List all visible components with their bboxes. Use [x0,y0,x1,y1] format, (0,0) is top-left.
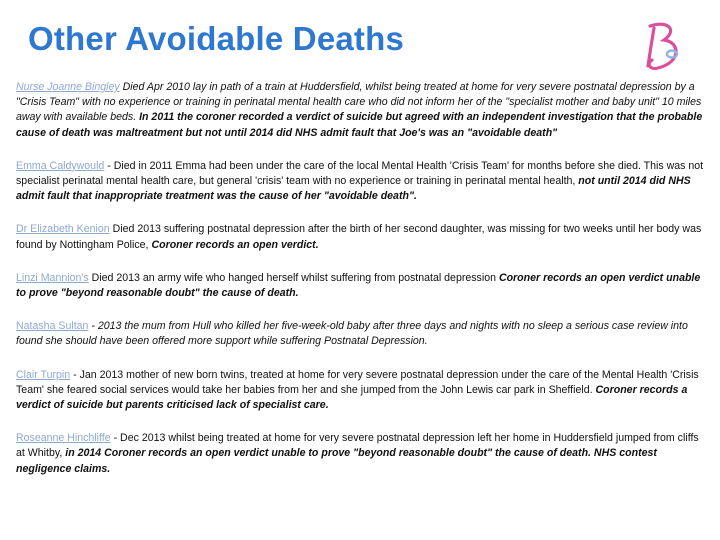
entry-linzi-mannion [16,271,708,301]
entry-emma-caldywould [16,159,708,205]
entry-clair-turpin [16,368,708,414]
entries-list [16,80,708,495]
entry-name-link[interactable]: Clair Turpin [16,368,71,381]
entry-name-link[interactable]: Dr Elizabeth Kenion [16,223,110,236]
b-monogram-logo-icon [628,16,692,80]
entry-name-link[interactable]: Natasha Sultan [16,320,89,333]
entry-verdict: Coroner records a verdict of suicide but parents criticised lack of specialist care. [16,383,688,412]
entry-name-link[interactable]: Roseanne Hinchliffe [16,432,111,445]
entry-name-link[interactable]: Emma Caldywould [16,159,105,172]
entry-elizabeth-kenion [16,222,708,252]
entry-verdict: not until 2014 did NHS admit fault that inappropriate treatment was the cause of her "avoidable death". [16,175,691,203]
entry-name-link[interactable]: Linzi Mannion's [16,271,89,284]
entry-body: - Died in 2011 Emma had been under the care of the local Mental Health 'Crisis Team' for months before she died. This was not specialist perinatal mental health care, but general 'crisis' team with no experience or training in perinatal mental health, [16,159,704,188]
entry-roseanne-hinchliffe [16,431,708,477]
entry-joanne-bingley [16,80,708,141]
entry-name-link[interactable]: Nurse Joanne Bingley [16,81,120,93]
entry-body: - 2013 the mum from Hull who killed her five-week-old baby after three days and nights with no sleep a serious case review into found she should have been offered more support while suffering Postnatal Depression. [16,320,688,348]
entry-body: - Dec 2013 whilst being treated at home for very severe postnatal depression left her home in Huddersfield jumped from cliffs at Whitby, [16,432,699,460]
page-title: Other Avoidable Deaths [28,20,405,57]
entry-body: Died 2013 suffering postnatal depression after the birth of her second daughter, was missing for two weeks until her body was found by Nottingham Police, [16,223,702,251]
entry-body: - Jan 2013 mother of new born twins, treated at home for very severe postnatal depression under the care of the Mental Health 'Crisis Team' she feared social services would take her babies from her and she jumped from the John Lewis car park in Sheffield. [16,368,699,396]
entry-verdict: in 2014 Coroner records an open verdict unable to prove "beyond reasonable doubt" the cause of death. NHS contest negligence claims. [16,447,657,475]
entry-verdict: Coroner records an open verdict unable to prove "beyond reasonable doubt" the cause of death. [16,271,701,300]
entry-verdict: In 2011 the coroner recorded a verdict of suicide but agreed with an independent investigation that the probable cause of death was maltreatment but not until 2014 did NHS admit fault that Joe's was an "avoidable death" [16,111,703,139]
entry-body: Died Apr 2010 lay in path of a train at Huddersfield, whilst being treated at home for very severe postnatal depression by a "Crisis Team" with no experience or training in perinatal mental health care who did not inform her of the "specialist mother and baby unit" 10 miles away with available beds. [16,81,702,124]
entry-natasha-sultan [16,319,708,349]
entry-body: Died 2013 an army wife who hanged herself whilst suffering from postnatal depression [88,271,499,284]
entry-verdict: Coroner records an open verdict. [151,238,319,251]
